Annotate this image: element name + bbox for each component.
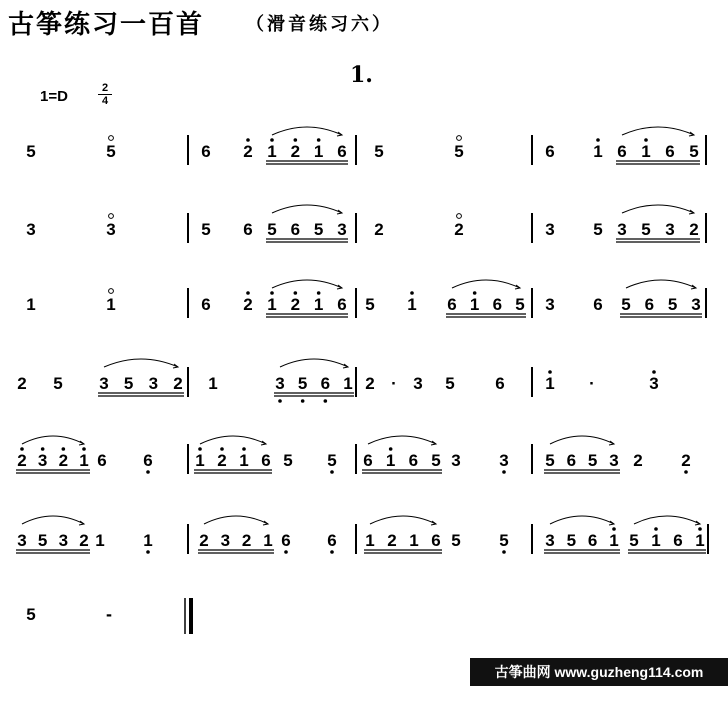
note: 3 (617, 220, 627, 239)
note: 5 (587, 451, 598, 470)
note: 6 (281, 531, 291, 550)
note: 1 (469, 295, 480, 314)
note: 1 (609, 531, 619, 550)
note: 6 (327, 531, 337, 550)
note: 1 (407, 295, 417, 314)
octave-high-dot (698, 527, 702, 531)
note: 5 (451, 531, 461, 550)
slide-arc (272, 205, 342, 213)
note: 3 (691, 295, 701, 314)
note: 1 (95, 531, 105, 550)
note: 3 (37, 451, 48, 470)
note: 1 (239, 451, 249, 470)
note: 5 (629, 531, 639, 550)
note: 3 (609, 451, 619, 470)
page-subtitle: （滑音练习六） (246, 14, 393, 35)
note: · (589, 374, 595, 393)
time-signature-bottom: 4 (98, 94, 112, 107)
octave-high-dot (20, 447, 24, 451)
note: 6 (545, 142, 555, 161)
note: 6 (665, 142, 675, 161)
octave-high-dot (612, 527, 616, 531)
note: 5 (689, 142, 699, 161)
note: 2 (217, 451, 227, 470)
note: 5 (431, 451, 441, 470)
note: 5 (53, 374, 63, 393)
note: 5 (327, 451, 337, 470)
note: 6 (495, 374, 505, 393)
octave-low-dot (146, 550, 150, 554)
octave-low-dot (324, 399, 328, 403)
note: 5 (454, 142, 464, 161)
note: 6 (261, 451, 271, 470)
note: 3 (58, 531, 69, 550)
note: 5 (297, 374, 308, 393)
note: 2 (365, 374, 375, 393)
note: 3 (545, 295, 555, 314)
note: 1 (365, 531, 375, 550)
octave-high-dot (294, 138, 298, 142)
octave-high-dot (389, 447, 393, 451)
note: 6 (201, 142, 211, 161)
note: 1 (263, 531, 273, 550)
harmonic-circle (109, 289, 114, 294)
octave-high-dot (317, 138, 321, 142)
note: 1 (106, 295, 116, 314)
note: 2 (58, 451, 69, 470)
note: 5 (123, 374, 134, 393)
note: 1 (313, 142, 324, 161)
note: 3 (545, 220, 555, 239)
note: 6 (587, 531, 598, 550)
slide-arc (272, 127, 342, 135)
note: 6 (566, 451, 577, 470)
slide-arc (370, 516, 436, 524)
octave-high-dot (644, 138, 648, 142)
note: 6 (363, 451, 373, 470)
page-title: 古筝练习一百首 (8, 10, 205, 40)
note: 6 (290, 220, 301, 239)
note: 1 (267, 142, 277, 161)
octave-high-dot (410, 291, 414, 295)
note: 1 (385, 451, 396, 470)
note: 3 (17, 531, 27, 550)
note: 3 (649, 374, 659, 393)
note: 3 (337, 220, 347, 239)
note: 1 (26, 295, 36, 314)
note: 5 (365, 295, 375, 314)
note: 5 (641, 220, 651, 239)
note: 2 (241, 531, 252, 550)
note: 6 (431, 531, 441, 550)
slide-arc (368, 436, 436, 444)
note: 2 (17, 374, 27, 393)
note: 1 (545, 374, 555, 393)
octave-high-dot (82, 447, 86, 451)
note: 6 (644, 295, 655, 314)
note: 1 (195, 451, 205, 470)
slide-arc (22, 436, 84, 444)
slide-arc (272, 280, 342, 288)
note: 5 (283, 451, 293, 470)
note: 5 (515, 295, 525, 314)
octave-high-dot (62, 447, 66, 451)
note: 5 (26, 605, 36, 624)
sustain-dash: - (106, 604, 112, 624)
note: 5 (667, 295, 678, 314)
note: 5 (499, 531, 509, 550)
note: 5 (37, 531, 48, 550)
slide-arc (204, 516, 268, 524)
slide-arc (622, 205, 694, 213)
octave-high-dot (317, 291, 321, 295)
note: 3 (99, 374, 109, 393)
note: 3 (275, 374, 285, 393)
note: 5 (106, 142, 116, 161)
note: 6 (97, 451, 107, 470)
octave-low-dot (278, 399, 282, 403)
note: 5 (267, 220, 277, 239)
octave-low-dot (330, 550, 334, 554)
note: 1 (267, 295, 277, 314)
note: 5 (374, 142, 384, 161)
note: 6 (243, 220, 253, 239)
note: 3 (499, 451, 509, 470)
octave-high-dot (548, 370, 552, 374)
note: 6 (617, 142, 627, 161)
note: 2 (290, 142, 301, 161)
octave-high-dot (246, 138, 250, 142)
note: 1 (641, 142, 651, 161)
octave-low-dot (330, 470, 334, 474)
slide-arc (622, 127, 694, 135)
note: 3 (26, 220, 36, 239)
note: 2 (689, 220, 699, 239)
note: 6 (337, 142, 347, 161)
slide-arc (550, 516, 614, 524)
note: 3 (451, 451, 461, 470)
harmonic-circle (457, 136, 462, 141)
note: 1 (695, 531, 705, 550)
note: 2 (290, 295, 301, 314)
note: 1 (313, 295, 324, 314)
note: 1 (343, 374, 353, 393)
octave-high-dot (270, 291, 274, 295)
slide-arc (104, 359, 178, 367)
octave-high-dot (654, 527, 658, 531)
slide-arc (550, 436, 614, 444)
octave-low-dot (684, 470, 688, 474)
octave-high-dot (652, 370, 656, 374)
note: 6 (408, 451, 419, 470)
note: 2 (633, 451, 643, 470)
piece-number: 1. (350, 62, 373, 88)
octave-high-dot (220, 447, 224, 451)
slide-arc (634, 516, 700, 524)
octave-low-dot (301, 399, 305, 403)
note: 5 (566, 531, 577, 550)
note: 1 (651, 531, 661, 550)
note: 2 (681, 451, 691, 470)
octave-low-dot (502, 550, 506, 554)
harmonic-circle (109, 214, 114, 219)
note: 3 (148, 374, 159, 393)
octave-low-dot (146, 470, 150, 474)
note: 1 (208, 374, 218, 393)
slide-arc (452, 280, 520, 288)
note: 1 (79, 451, 89, 470)
note: 6 (201, 295, 211, 314)
octave-high-dot (473, 291, 477, 295)
octave-low-dot (284, 550, 288, 554)
slide-arc (200, 436, 266, 444)
slide-arc (280, 359, 348, 367)
note: 5 (621, 295, 631, 314)
note: 2 (243, 295, 253, 314)
note: 3 (413, 374, 423, 393)
key-signature: 1=D (40, 88, 68, 105)
note: 6 (673, 531, 683, 550)
octave-high-dot (270, 138, 274, 142)
note: 3 (220, 531, 231, 550)
note: 2 (17, 451, 27, 470)
note: 2 (243, 142, 253, 161)
note: 2 (374, 220, 384, 239)
note: 1 (409, 531, 419, 550)
note: · (391, 374, 397, 393)
note: 2 (387, 531, 397, 550)
time-signature-top: 2 (101, 82, 109, 94)
note: 2 (454, 220, 464, 239)
note: 1 (593, 142, 603, 161)
note: 2 (79, 531, 89, 550)
octave-high-dot (246, 291, 250, 295)
note: 6 (593, 295, 603, 314)
harmonic-circle (457, 214, 462, 219)
octave-high-dot (596, 138, 600, 142)
note: 6 (337, 295, 347, 314)
note: 6 (447, 295, 457, 314)
note: 3 (545, 531, 555, 550)
octave-high-dot (242, 447, 246, 451)
note: 6 (143, 451, 153, 470)
note: 6 (492, 295, 503, 314)
octave-high-dot (198, 447, 202, 451)
octave-high-dot (294, 291, 298, 295)
note: 5 (545, 451, 555, 470)
note: 1 (143, 531, 153, 550)
harmonic-circle (109, 136, 114, 141)
note: 3 (106, 220, 116, 239)
note: 2 (199, 531, 209, 550)
note: 6 (320, 374, 331, 393)
note: 5 (201, 220, 211, 239)
note: 5 (445, 374, 455, 393)
octave-high-dot (41, 447, 45, 451)
slide-arc (626, 280, 696, 288)
note: 3 (665, 220, 675, 239)
site-watermark: 古筝曲网 www.guzheng114.com (470, 658, 728, 686)
octave-low-dot (502, 470, 506, 474)
slide-arc (22, 516, 84, 524)
note: 5 (593, 220, 603, 239)
note: 5 (313, 220, 324, 239)
note: 2 (173, 374, 183, 393)
note: 5 (26, 142, 36, 161)
